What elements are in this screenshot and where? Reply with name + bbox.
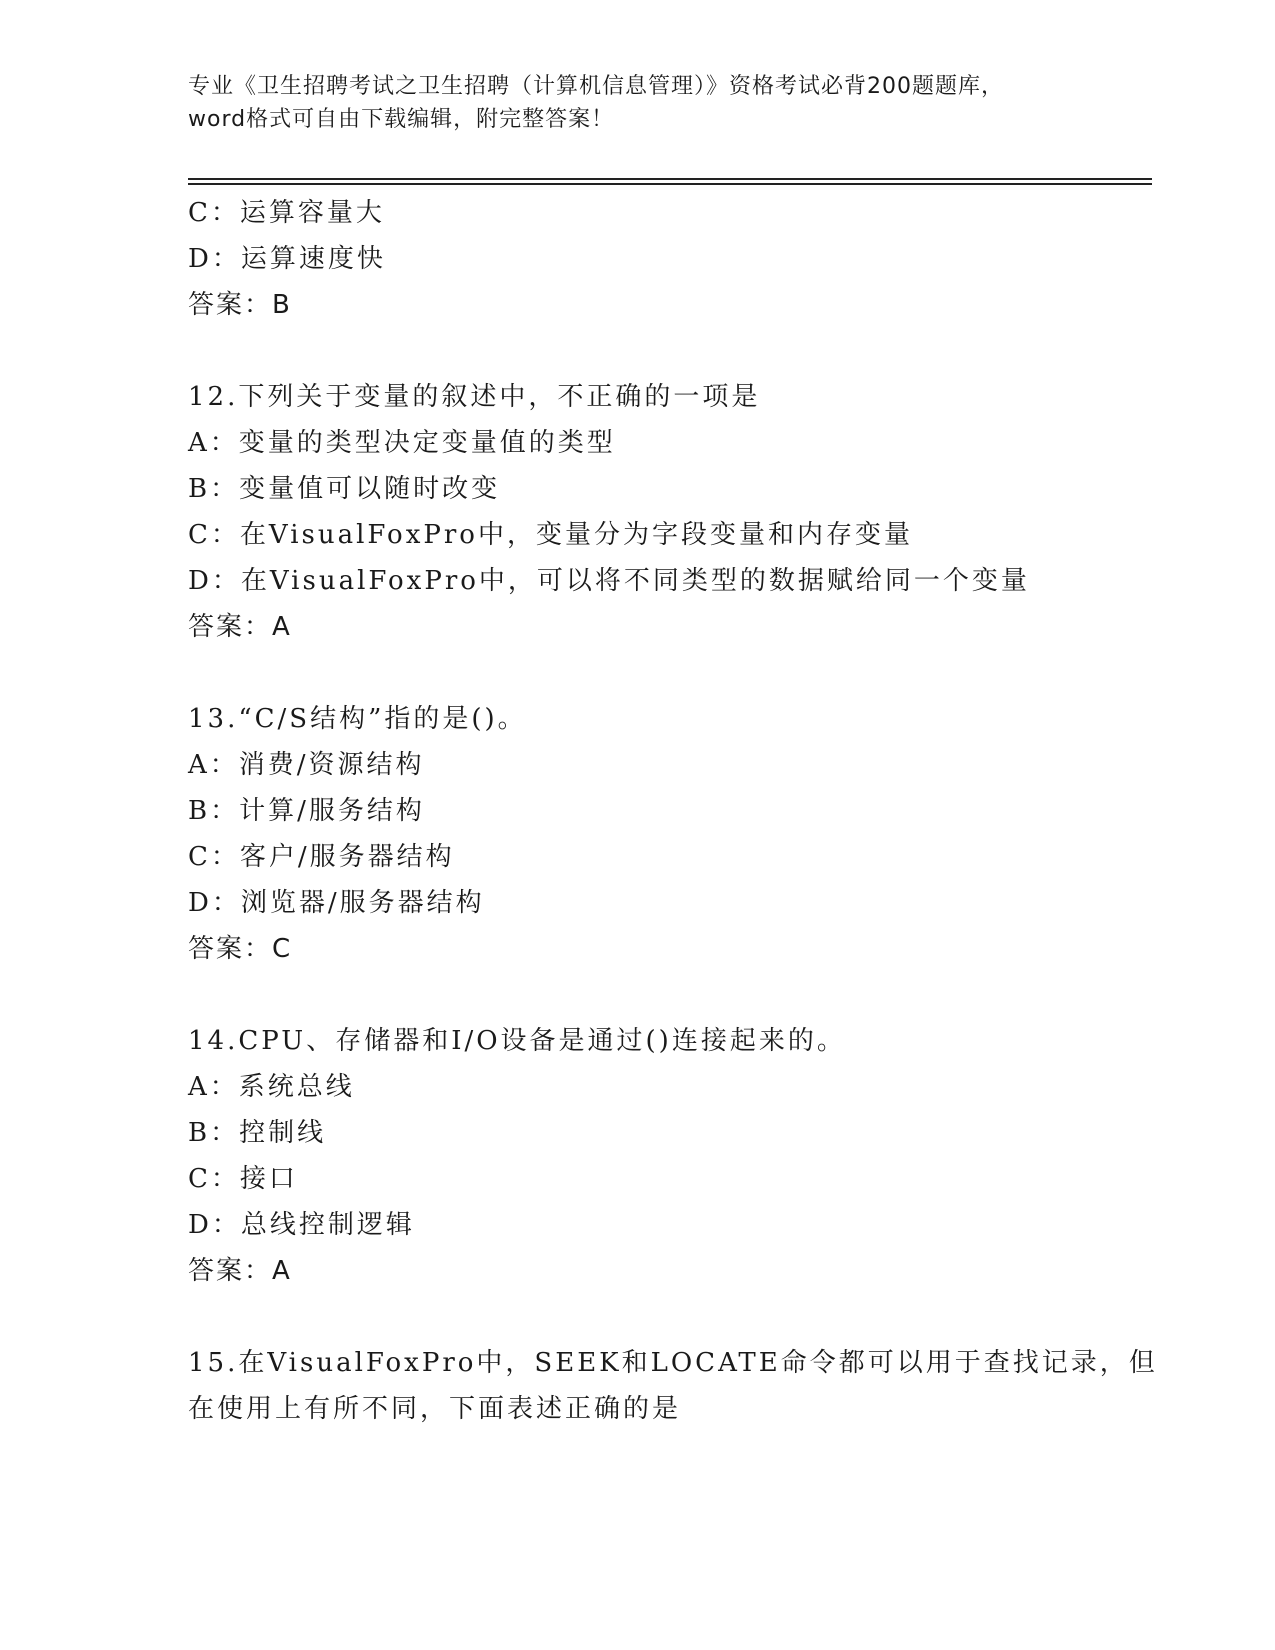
option-c: C：运算容量大 <box>188 198 385 228</box>
option-a: A：系统总线 <box>188 1072 355 1102</box>
answer: 答案：A <box>188 1256 292 1286</box>
option-c: C：接口 <box>188 1164 298 1194</box>
spacer <box>188 1294 1128 1340</box>
question-list <box>188 190 1158 1432</box>
document-header <box>188 70 1088 136</box>
spacer <box>188 328 1128 374</box>
option-b: B：控制线 <box>188 1118 327 1148</box>
header-line-2: word格式可自由下载编辑，附完整答案！ <box>188 107 615 132</box>
option-a: A：变量的类型决定变量值的类型 <box>188 428 616 458</box>
question-stem-line-2: 在使用上有所不同，下面表述正确的是 <box>188 1394 682 1424</box>
option-c: C：在VisualFoxPro中，变量分为字段变量和内存变量 <box>188 520 913 550</box>
header-divider-top <box>188 178 1152 180</box>
question-stem-line-1: 15.在VisualFoxPro中，SEEK和LOCATE命令都可以用于查找记录，但 <box>188 1348 1158 1378</box>
question-stem: 12.下列关于变量的叙述中，不正确的一项是 <box>188 382 761 412</box>
header-divider-bottom <box>188 183 1152 185</box>
question-12 <box>188 374 1128 650</box>
option-d: D：总线控制逻辑 <box>188 1210 415 1240</box>
answer: 答案：B <box>188 290 292 320</box>
option-c: C：客户/服务器结构 <box>188 842 455 872</box>
question-11-continued <box>188 190 1128 328</box>
option-d: D：浏览器/服务器结构 <box>188 888 485 918</box>
answer: 答案：C <box>188 934 293 964</box>
option-b: B：变量值可以随时改变 <box>188 474 501 504</box>
spacer <box>188 650 1128 696</box>
question-14 <box>188 1018 1128 1294</box>
option-d: D：运算速度快 <box>188 244 386 274</box>
option-a: A：消费/资源结构 <box>188 750 425 780</box>
header-line-1: 专业《卫生招聘考试之卫生招聘（计算机信息管理）》资格考试必背200题题库， <box>188 74 1004 99</box>
question-stem: 13.“C/S结构”指的是()。 <box>188 704 527 734</box>
question-15 <box>188 1340 1158 1432</box>
answer: 答案：A <box>188 612 292 642</box>
option-b: B：计算/服务结构 <box>188 796 425 826</box>
question-stem: 14.CPU、存储器和I/O设备是通过()连接起来的。 <box>188 1026 846 1056</box>
option-d: D：在VisualFoxPro中，可以将不同类型的数据赋给同一个变量 <box>188 566 1030 596</box>
question-13 <box>188 696 1128 972</box>
spacer <box>188 972 1128 1018</box>
